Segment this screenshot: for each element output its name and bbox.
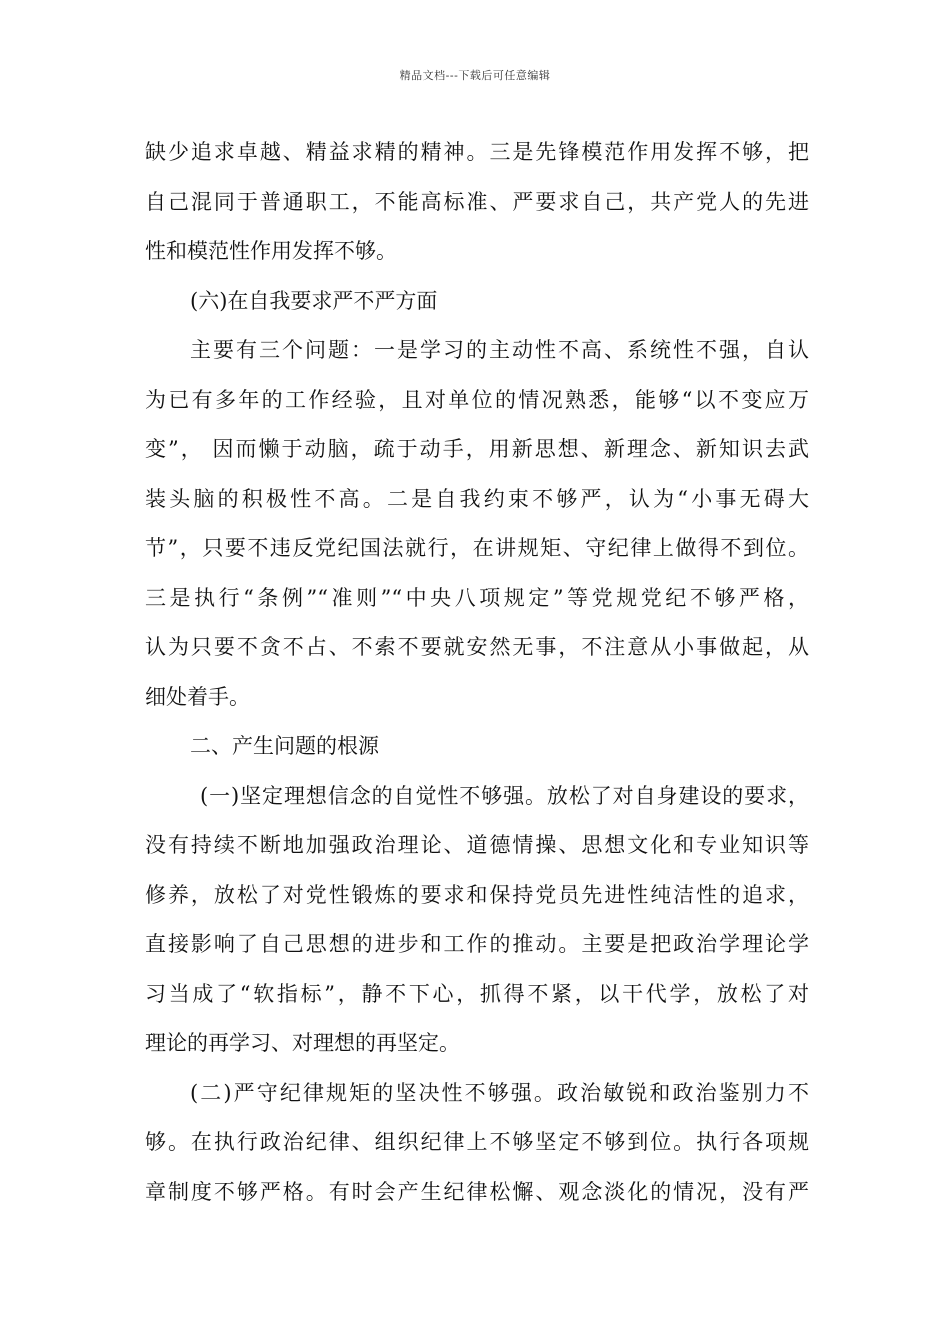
text-line: (一)坚定理想信念的自觉性不够强。放松了对自身建设的要求， — [200, 783, 809, 808]
text-line: 性和模范性作用发挥不够。 — [145, 239, 397, 263]
section-heading: (六)在自我要求严不严方面 — [190, 288, 438, 313]
section-heading: 二、产生问题的根源 — [190, 734, 379, 758]
text-line: 细处着手。 — [145, 684, 250, 709]
text-line: 自己混同于普通职工，不能高标准、严要求自己，共产党人的先进 — [145, 189, 809, 214]
text-line: 认为只要不贪不占、不索不要就安然无事，不注意从小事做起，从 — [145, 635, 809, 659]
text-line: 变”， 因而懒于动脑，疏于动手，用新思想、新理念、新知识去武 — [145, 437, 809, 461]
text-line: 理论的再学习、对理想的再坚定。 — [145, 1031, 460, 1055]
text-line: 装头脑的积极性不高。二是自我约束不够严，认为“小事无碍大 — [145, 486, 809, 511]
text-line: 三是执行“条例”“准则”“中央八项规定”等党规党纪不够严格， — [145, 585, 809, 610]
text-line: 够。在执行政治纪律、组织纪律上不够坚定不够到位。执行各项规 — [145, 1130, 809, 1154]
page-header: 精品文档---下载后可任意编辑 — [399, 69, 551, 82]
text-line: 主要有三个问题：一是学习的主动性不高、系统性不强，自认 — [190, 338, 809, 362]
text-line: 为已有多年的工作经验，且对单位的情况熟悉，能够“以不变应万 — [145, 387, 809, 412]
text-line: 章制度不够严格。有时会产生纪律松懈、观念淡化的情况，没有严 — [145, 1179, 809, 1204]
text-line: 习当成了“软指标”，静不下心，抓得不紧，以干代学，放松了对 — [145, 981, 809, 1006]
text-line: (二)严守纪律规矩的坚决性不够强。政治敏锐和政治鉴别力不 — [190, 1080, 809, 1105]
text-line: 节”，只要不违反党纪国法就行，在讲规矩、守纪律上做得不到位。 — [145, 536, 809, 560]
text-line: 直接影响了自己思想的进步和工作的推动。主要是把政治学理论学 — [145, 932, 809, 956]
text-line: 缺少追求卓越、精益求精的精神。三是先锋模范作用发挥不够，把 — [145, 140, 809, 164]
text-line: 修养，放松了对党性锻炼的要求和保持党员先进性纯洁性的追求， — [145, 882, 809, 907]
text-line: 没有持续不断地加强政治理论、道德情操、思想文化和专业知识等 — [145, 833, 809, 857]
document-body — [145, 132, 809, 1221]
